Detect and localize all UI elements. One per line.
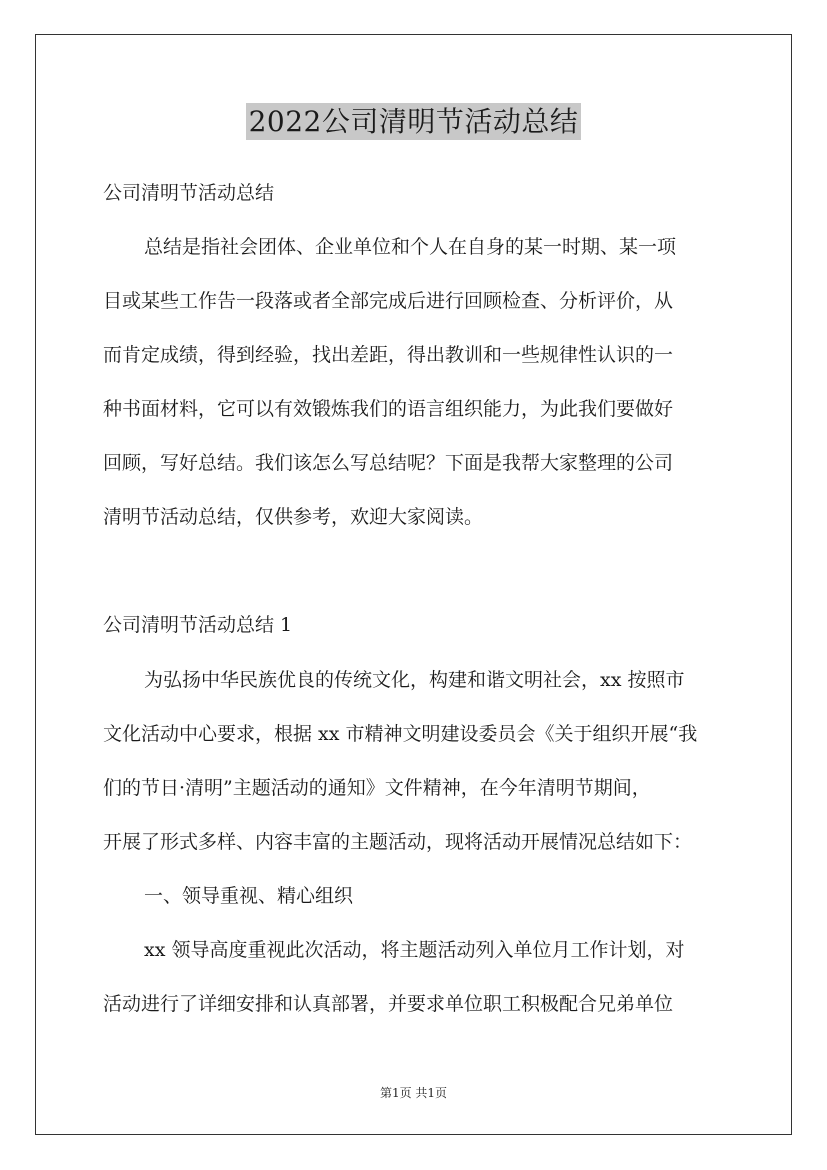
body-line: 们的节日·清明”主题活动的通知》文件精神，在今年清明节期间，: [103, 777, 651, 799]
section-heading: 公司清明节活动总结 1: [103, 614, 293, 636]
body-line: xx 领导高度重视此次活动，将主题活动列入单位月工作计划，对: [144, 939, 685, 961]
document-title: [0, 100, 827, 140]
body-line: 开展了形式多样、内容丰富的主题活动，现将活动开展情况总结如下：: [103, 831, 693, 853]
intro-line: 种书面材料，它可以有效锻炼我们的语言组织能力，为此我们要做好: [103, 398, 674, 420]
subtitle: 公司清明节活动总结: [103, 182, 275, 204]
document-title-text: 2022公司清明节活动总结: [246, 103, 582, 140]
intro-line: 清明节活动总结，仅供参考，欢迎大家阅读。: [103, 506, 484, 528]
page-footer: 第1页 共1页: [379, 1086, 448, 1100]
intro-line: 而肯定成绩，得到经验，找出差距，得出教训和一些规律性认识的一: [103, 344, 674, 366]
intro-line: 总结是指社会团体、企业单位和个人在自身的某一时期、某一项: [144, 236, 677, 258]
subheading: 一、领导重视、精心组织: [144, 885, 354, 907]
body-line: 文化活动中心要求，根据 xx 市精神文明建设委员会《关于组织开展“我: [103, 723, 698, 745]
body-line: 为弘扬中华民族优良的传统文化，构建和谐文明社会，xx 按照市: [144, 669, 685, 691]
intro-line: 回顾，写好总结。我们该怎么写总结呢？下面是我帮大家整理的公司: [103, 452, 674, 474]
intro-line: 目或某些工作告一段落或者全部完成后进行回顾检查、分析评价，从: [103, 290, 674, 312]
body-line: 活动进行了详细安排和认真部署，并要求单位职工积极配合兄弟单位: [103, 993, 674, 1015]
